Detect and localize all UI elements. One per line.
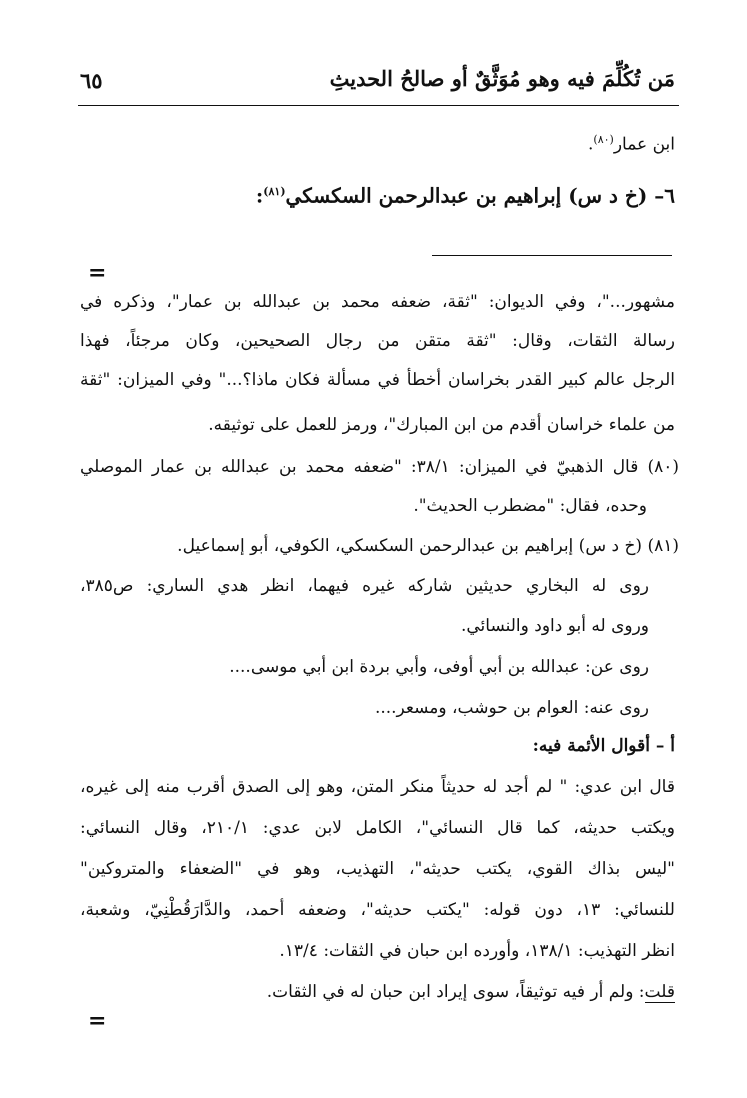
footnote-line: روى عن: عبدالله بن أبي أوفى، وأبي بردة ابن أبي موسى.... [229,657,649,677]
body-punct: . [588,134,594,155]
continuation-mark-top: = [88,260,107,286]
continuation-mark-bottom: = [88,1008,107,1034]
footnote-line: انظر التهذيب: ١٣٨/١، وأورده ابن حبان في الثقات: ١٣/٤. [279,941,675,961]
footnote-line: الرجل عالم كبير القدر بخراسان أخطأ في مسألة فكان ماذا؟..." وفي الميزان: "ثقة [80,370,675,390]
footnote-line: رسالة الثقات، وقال: "ثقة متقن من رجال الصحيحين، وكان مرجئاً، فهذا [80,331,675,351]
footnote-line: روى له البخاري حديثين شاركه غيره فيهما، انظر هدي الساري: ص٣٨٥، [80,576,649,596]
footnote-subheading: أ – أقوال الأئمة فيه: [532,736,675,756]
footnote-line: للنسائي: ١٣، دون قوله: "يكتب حديثه"، وضعفه أحمد، والدَّارَقُطْنِيّ، وشعبة، [80,900,675,920]
page-number: ٦٥ [80,68,103,93]
body-text: ابن عمار [613,134,675,155]
footnote-80-line: وحده، فقال: "مضطرب الحديث". [413,496,647,516]
footnote-ref-81: (٨١) [263,185,286,198]
footnote-ref-80: (٨٠) [593,133,614,146]
footnote-81-line: (٨١) (خ د س) إبراهيم بن عبدالرحمن السكسكي، الكوفي، أبو إسماعيل. [177,536,679,556]
footnote-line: مشهور..."، وفي الديوان: "ثقة، ضعفه محمد بن عبدالله بن عمار"، وذكره في [80,292,675,312]
footnote-last-line [267,980,675,1004]
footnote-line: ويكتب حديثه، كما قال النسائي"، الكامل لابن عدي: ٢١٠/١، وقال النسائي: [80,818,675,838]
entry-heading-text: ٦– (خ د س) إبراهيم بن عبدالرحمن السكسكي [285,183,675,208]
footnote-separator [432,255,672,256]
footnote-line: روى عنه: العوام بن حوشب، ومسعر.... [374,698,649,718]
entry-heading [256,180,675,208]
footnote-line: وروى له أبو داود والنسائي. [460,616,649,636]
footnote-80-line: (٨٠) قال الذهبيّ في الميزان: ٣٨/١: "ضعفه محمد بن عبدالله بن عمار الموصلي [80,457,679,477]
footnote-line: من علماء خراسان أقدم من ابن المبارك"، ورمز للعمل على توثيقه. [208,415,675,435]
footnote-line: "ليس بذاك القوي، يكتب حديثه"، التهذيب، وهو في "الضعفاء والمتروكين" [80,859,675,879]
note-label: قلت [644,982,675,1002]
running-header-title: مَن تُكُلِّمَ فيه وهو مُوَثَّقٌ أو صالحُ الحديثِ [329,66,675,91]
header-divider [78,105,679,106]
body-top-line [588,128,675,157]
entry-heading-punct: : [255,183,264,208]
footnote-line: قال ابن عدي: " لم أجد له حديثاً منكر المتن، وهو إلى الصدق أقرب منه إلى غيره، [80,777,675,797]
note-text: : ولم أر فيه توثيقاً، سوى إيراد ابن حبان له في الثقات. [266,982,645,1002]
